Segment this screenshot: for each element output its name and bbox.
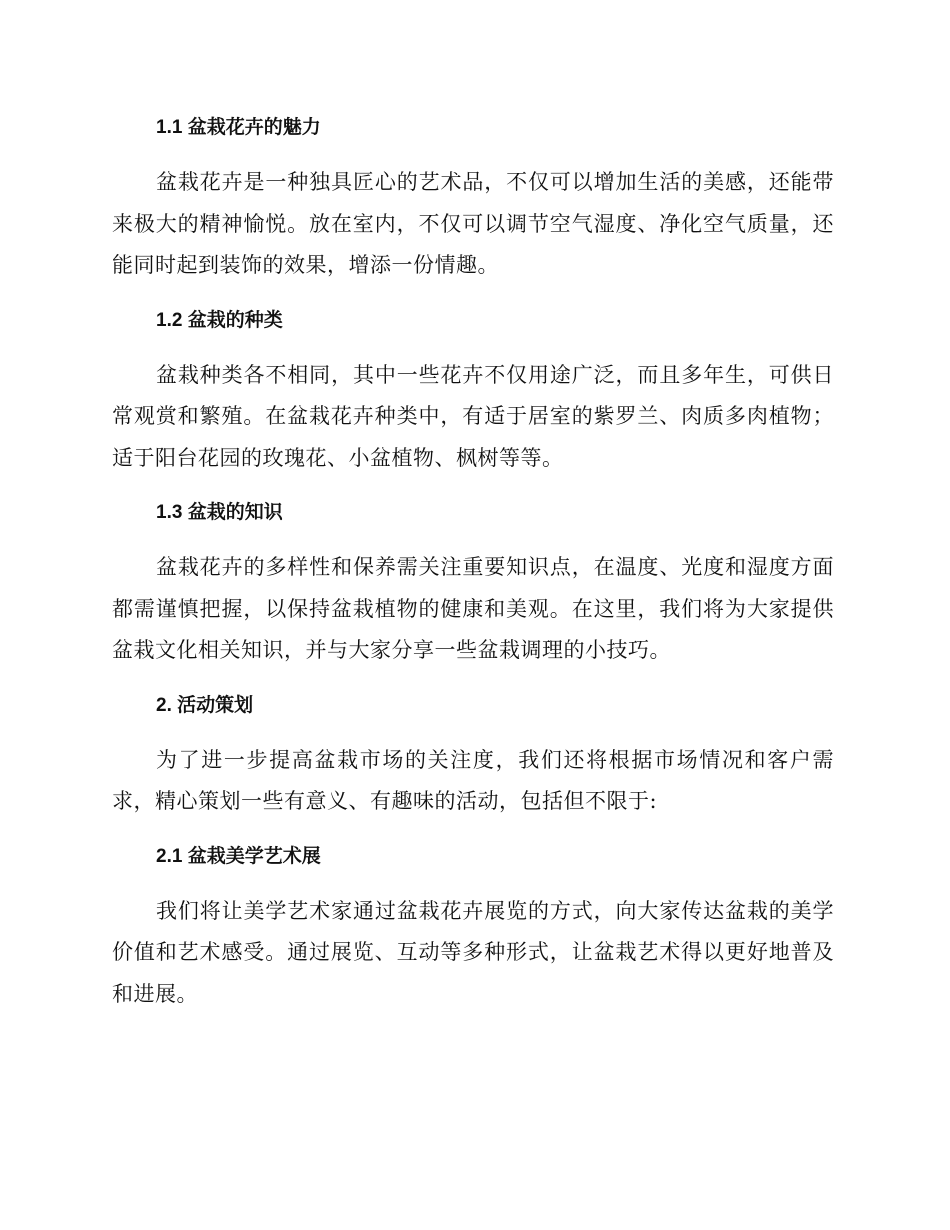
section-heading: 1.3 盆栽的知识 — [156, 502, 283, 523]
section-paragraph: 盆栽花卉的多样性和保养需关注重要知识点，在温度、光度和湿度方面都需谨慎把握，以保持盆栽植物的健康和美观。在这里，我们将为大家提供盆栽文化相关知识，并与大家分享一些盆栽调理的小技巧。 — [112, 555, 834, 662]
section-heading: 2.1 盆栽美学艺术展 — [156, 845, 321, 867]
section-knowledge — [112, 493, 834, 672]
section-heading: 2. 活动策划 — [156, 694, 254, 716]
section-art-exhibition — [112, 837, 834, 1016]
section-heading: 1.1 盆栽花卉的魅力 — [156, 117, 321, 138]
section-types — [112, 301, 834, 480]
section-activity-planning — [112, 686, 834, 823]
section-paragraph: 盆栽种类各不相同，其中一些花卉不仅用途广泛，而且多年生，可供日常观赏和繁殖。在盆栽花卉种类中，有适于居室的紫罗兰、肉质多肉植物；适于阳台花园的玫瑰花、小盆植物、枫树等等。 — [112, 362, 834, 470]
section-paragraph: 盆栽花卉是一种独具匠心的艺术品，不仅可以增加生活的美感，还能带来极大的精神愉悦。放在室内，不仅可以调节空气湿度、净化空气质量，还能同时起到装饰的效果，增添一份情趣。 — [112, 170, 834, 277]
section-charm — [112, 108, 834, 287]
section-heading: 1.2 盆栽的种类 — [156, 309, 283, 331]
section-paragraph: 我们将让美学艺术家通过盆栽花卉展览的方式，向大家传达盆栽的美学价值和艺术感受。通过展览、互动等多种形式，让盆栽艺术得以更好地普及和进展。 — [112, 898, 834, 1006]
document-body — [112, 108, 834, 1029]
section-paragraph: 为了进一步提高盆栽市场的关注度，我们还将根据市场情况和客户需求，精心策划一些有意义、有趣味的活动，包括但不限于: — [112, 747, 834, 813]
